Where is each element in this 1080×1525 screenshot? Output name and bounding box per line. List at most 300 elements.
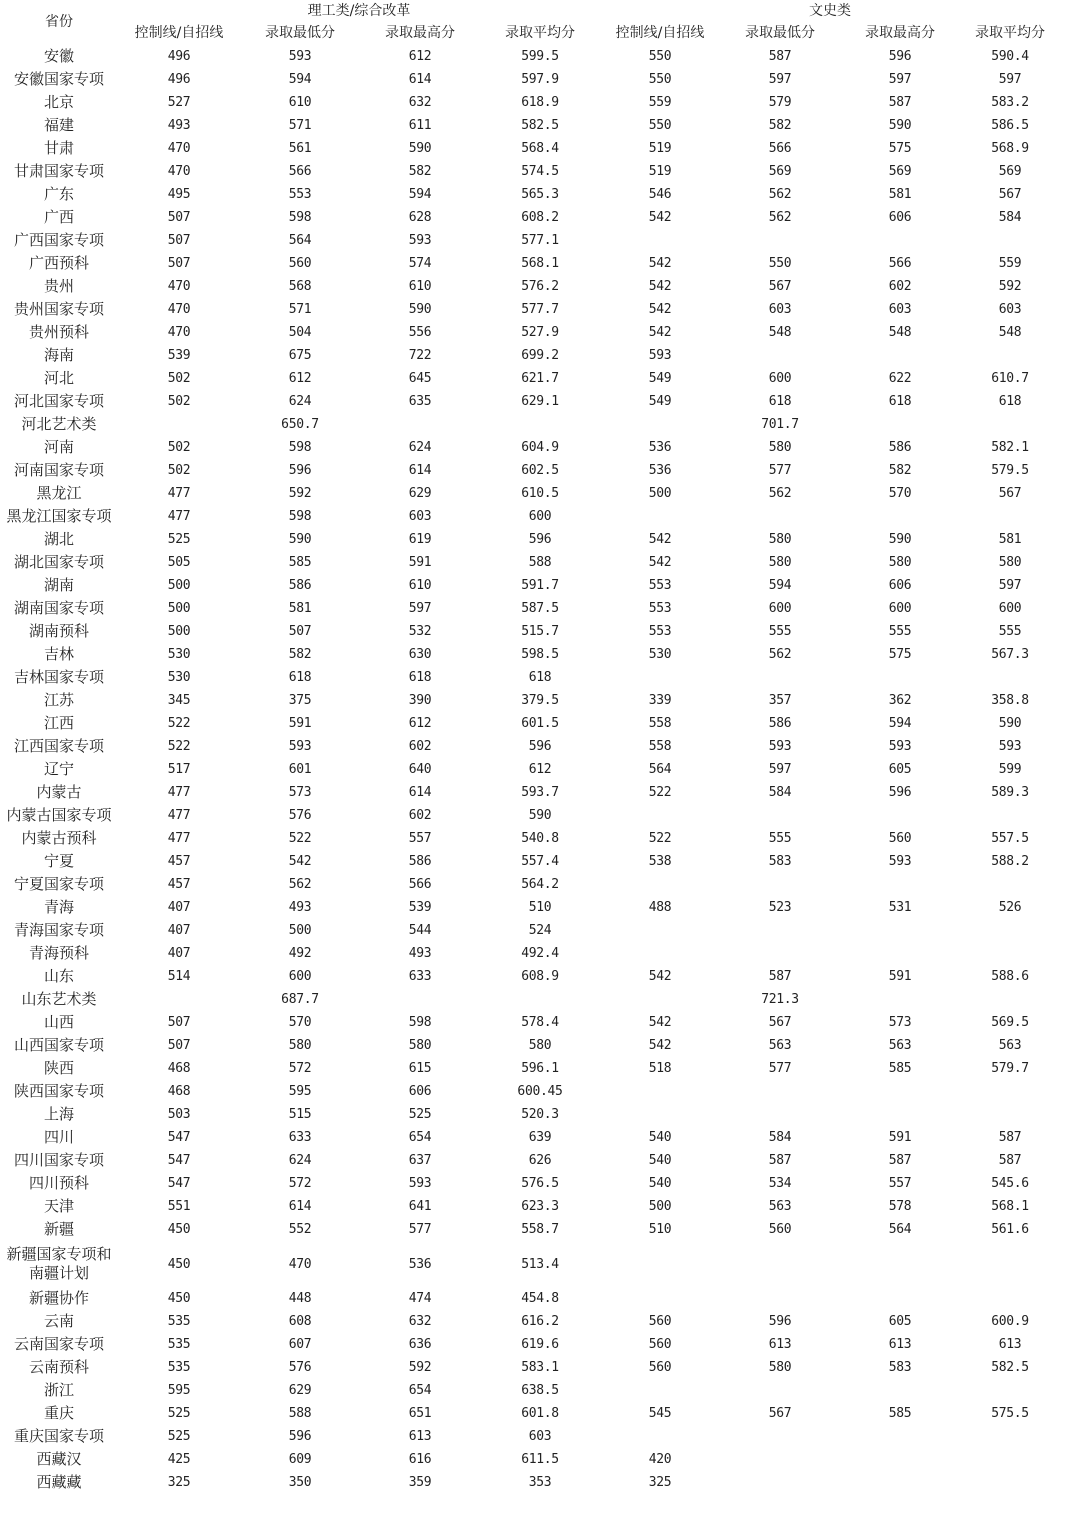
science-score-cell: 530 (167, 670, 191, 685)
arts-score-cell: 550 (648, 49, 672, 64)
arts-score-cell: 588.2 (991, 854, 1029, 869)
arts-score-cell: 588.6 (991, 969, 1029, 984)
arts-score-cell: 545 (648, 1406, 672, 1421)
science-score-cell: 565.3 (521, 187, 559, 202)
arts-score-cell (600, 1103, 720, 1126)
science-score-cell: 577.7 (521, 302, 559, 317)
science-score-cell: 568.4 (521, 141, 559, 156)
science-score-cell: 547 (167, 1153, 191, 1168)
table-row (0, 91, 1060, 114)
science-score-cell: 572 (288, 1061, 312, 1076)
table-row (0, 827, 1060, 850)
science-score-cell: 353 (528, 1475, 552, 1490)
arts-score-cell: 560 (768, 1222, 792, 1237)
arts-score-cell: 579 (768, 95, 792, 110)
table-row (0, 988, 1060, 1011)
arts-score-cell (960, 1448, 1060, 1471)
arts-score-cell: 613 (998, 1337, 1022, 1352)
group-header-arts: 文史类 (809, 3, 852, 19)
science-score-cell: 581 (288, 601, 312, 616)
province-cell: 青海国家专项 (13, 921, 104, 939)
arts-score-cell: 542 (648, 969, 672, 984)
science-score-cell: 600.45 (517, 1084, 563, 1099)
arts-score-cell: 536 (648, 463, 672, 478)
science-score-cell: 601 (288, 762, 312, 777)
science-score-cell: 612 (528, 762, 552, 777)
science-score-cell: 532 (408, 624, 432, 639)
table-row (0, 873, 1060, 896)
arts-score-cell (600, 873, 720, 896)
science-score-cell: 407 (167, 923, 191, 938)
science-score-cell: 598 (408, 1015, 432, 1030)
science-score-cell: 633 (408, 969, 432, 984)
table-row (0, 114, 1060, 137)
arts-score-cell (960, 1287, 1060, 1310)
arts-score-cell (840, 1080, 960, 1103)
province-cell: 广西国家专项 (13, 231, 104, 249)
science-score-cell: 615 (408, 1061, 432, 1076)
science-score-cell: 586 (408, 854, 432, 869)
science-score-cell: 547 (167, 1130, 191, 1145)
arts-score-cell: 582.1 (991, 440, 1029, 455)
arts-score-cell: 530 (648, 647, 672, 662)
arts-score-cell: 566 (888, 256, 912, 271)
science-score-cell: 470 (167, 141, 191, 156)
science-score-cell: 608.9 (521, 969, 559, 984)
arts-score-cell: 559 (998, 256, 1022, 271)
science-score-cell: 524 (528, 923, 552, 938)
science-score-cell: 580 (408, 1038, 432, 1053)
science-score-cell: 596.1 (521, 1061, 559, 1076)
table-row (0, 298, 1060, 321)
science-score-cell: 582 (288, 647, 312, 662)
science-score-cell: 580 (528, 1038, 552, 1053)
table-row (0, 1011, 1060, 1034)
province-cell: 新疆 (43, 1220, 74, 1238)
table-row (0, 1172, 1060, 1195)
science-score-cell: 379.5 (521, 693, 559, 708)
science-score-cell: 552 (288, 1222, 312, 1237)
science-score-cell: 474 (408, 1291, 432, 1306)
table-row (0, 68, 1060, 91)
column-header: 录取最高分 (385, 25, 455, 41)
province-cell: 山东艺术类 (21, 990, 97, 1008)
table-row (0, 965, 1060, 988)
arts-score-cell: 599 (998, 762, 1022, 777)
science-score-cell: 530 (167, 647, 191, 662)
arts-score-cell: 580 (768, 532, 792, 547)
table-row (0, 735, 1060, 758)
arts-score-cell: 542 (648, 1015, 672, 1030)
province-cell: 吉林国家专项 (13, 668, 104, 686)
arts-score-cell: 548 (768, 325, 792, 340)
arts-score-cell (720, 229, 840, 252)
table-row (0, 919, 1060, 942)
arts-score-cell: 591 (888, 1130, 912, 1145)
province-cell: 江苏 (43, 691, 74, 709)
table-row (0, 137, 1060, 160)
science-score-cell: 561 (288, 141, 312, 156)
science-score-cell: 557 (408, 831, 432, 846)
arts-score-cell: 606 (888, 210, 912, 225)
arts-score-cell: 563 (768, 1199, 792, 1214)
science-score-cell: 540.8 (521, 831, 559, 846)
science-score-cell (480, 413, 600, 436)
arts-score-cell (720, 505, 840, 528)
science-score-cell: 557.4 (521, 854, 559, 869)
science-score-cell: 457 (167, 854, 191, 869)
arts-score-cell: 579.7 (991, 1061, 1029, 1076)
arts-score-cell (840, 1241, 960, 1287)
arts-score-cell (600, 505, 720, 528)
science-score-cell: 515.7 (521, 624, 559, 639)
arts-score-cell: 596 (888, 49, 912, 64)
science-score-cell: 556 (408, 325, 432, 340)
table-row (0, 45, 1060, 68)
arts-score-cell: 580 (998, 555, 1022, 570)
science-score-cell: 610 (288, 95, 312, 110)
science-score-cell: 576 (288, 808, 312, 823)
arts-score-cell (840, 942, 960, 965)
arts-score-cell: 618 (998, 394, 1022, 409)
arts-score-cell (720, 1080, 840, 1103)
arts-score-cell: 569.5 (991, 1015, 1029, 1030)
province-cell: 内蒙古国家专项 (6, 806, 112, 824)
province-cell: 河北艺术类 (21, 415, 97, 433)
province-cell: 四川国家专项 (13, 1151, 104, 1169)
science-score-cell: 477 (167, 808, 191, 823)
arts-score-cell: 593 (998, 739, 1022, 754)
science-score-cell: 601.5 (521, 716, 559, 731)
science-score-cell: 448 (288, 1291, 312, 1306)
science-score-cell: 407 (167, 946, 191, 961)
arts-score-cell: 567 (998, 187, 1022, 202)
arts-score-cell (720, 1379, 840, 1402)
arts-score-cell (960, 1471, 1060, 1494)
arts-score-cell: 488 (648, 900, 672, 915)
province-cell: 北京 (43, 93, 74, 111)
arts-score-cell (840, 505, 960, 528)
province-cell: 湖北 (43, 530, 74, 548)
table-row (0, 1402, 1060, 1425)
science-score-cell: 507 (167, 210, 191, 225)
arts-score-cell: 587 (768, 49, 792, 64)
science-score-cell: 596 (528, 532, 552, 547)
science-score-cell: 599.5 (521, 49, 559, 64)
science-score-cell: 574 (408, 256, 432, 271)
province-cell: 湖北国家专项 (13, 553, 104, 571)
science-score-cell: 651 (408, 1406, 432, 1421)
arts-score-cell: 538 (648, 854, 672, 869)
arts-score-cell: 555 (998, 624, 1022, 639)
science-score-cell: 522 (167, 739, 191, 754)
science-score-cell: 640 (408, 762, 432, 777)
science-score-cell: 500 (167, 601, 191, 616)
arts-score-cell (840, 1379, 960, 1402)
science-score-cell: 375 (288, 693, 312, 708)
table-row (0, 1471, 1060, 1494)
arts-score-cell: 580 (768, 1360, 792, 1375)
arts-score-cell: 549 (648, 371, 672, 386)
science-score-cell: 572 (288, 1176, 312, 1191)
arts-score-cell: 563 (888, 1038, 912, 1053)
arts-score-cell: 542 (648, 325, 672, 340)
arts-score-cell: 579.5 (991, 463, 1029, 478)
arts-score-cell: 600 (998, 601, 1022, 616)
science-score-cell: 576 (288, 1360, 312, 1375)
arts-score-cell: 618 (888, 394, 912, 409)
province-cell: 四川 (43, 1128, 74, 1146)
table-row (0, 229, 1060, 252)
table-row (0, 436, 1060, 459)
arts-score-cell: 581 (888, 187, 912, 202)
arts-score-cell (720, 873, 840, 896)
province-cell: 宁夏 (43, 852, 74, 870)
table-row (0, 643, 1060, 666)
arts-score-cell: 587 (998, 1153, 1022, 1168)
column-header: 录取最高分 (865, 25, 936, 41)
arts-score-cell: 594 (888, 716, 912, 731)
science-score-cell: 611 (408, 118, 432, 133)
table-row (0, 1310, 1060, 1333)
science-score-cell: 568.1 (521, 256, 559, 271)
science-score-cell: 588 (528, 555, 552, 570)
table-row (0, 1287, 1060, 1310)
science-score-cell: 522 (288, 831, 312, 846)
arts-score-cell: 590.4 (991, 49, 1029, 64)
arts-score-cell: 597 (998, 72, 1022, 87)
science-score-cell (480, 988, 600, 1011)
arts-score-cell: 568.9 (991, 141, 1029, 156)
arts-score-cell (840, 1287, 960, 1310)
arts-score-cell: 605 (888, 762, 912, 777)
science-score-cell: 603 (528, 1429, 552, 1444)
arts-score-cell (960, 942, 1060, 965)
arts-score-cell: 606 (888, 578, 912, 593)
science-score-cell: 576.5 (521, 1176, 559, 1191)
science-score-cell: 614 (408, 463, 432, 478)
arts-score-cell: 526 (998, 900, 1022, 915)
arts-score-cell (720, 666, 840, 689)
arts-score-cell: 567 (768, 1406, 792, 1421)
arts-score-cell (600, 1379, 720, 1402)
science-score-cell: 527.9 (521, 325, 559, 340)
arts-score-cell: 518 (648, 1061, 672, 1076)
arts-score-cell: 582 (888, 463, 912, 478)
arts-score-cell (600, 942, 720, 965)
province-cell: 四川预科 (28, 1174, 89, 1192)
science-score-cell: 635 (408, 394, 432, 409)
arts-score-cell: 602 (888, 279, 912, 294)
province-cell: 新疆协作 (28, 1289, 89, 1307)
arts-score-cell: 555 (768, 831, 792, 846)
science-score-cell: 614 (408, 72, 432, 87)
arts-score-cell (720, 1425, 840, 1448)
arts-score-cell: 622 (888, 371, 912, 386)
science-score-cell: 513.4 (521, 1256, 559, 1272)
arts-score-cell: 558 (648, 739, 672, 754)
table-row (0, 1057, 1060, 1080)
science-score-cell: 595 (288, 1084, 312, 1099)
science-score-cell: 470 (167, 325, 191, 340)
science-score-cell: 477 (167, 785, 191, 800)
science-score-cell: 632 (408, 95, 432, 110)
table-row (0, 1195, 1060, 1218)
arts-score-cell: 542 (648, 210, 672, 225)
province-cell: 湖南国家专项 (13, 599, 104, 617)
arts-score-cell (600, 988, 720, 1011)
arts-score-cell: 558 (648, 716, 672, 731)
arts-score-cell (720, 344, 840, 367)
arts-score-cell: 562 (768, 647, 792, 662)
arts-score-cell: 550 (648, 72, 672, 87)
science-score-cell: 547 (167, 1176, 191, 1191)
science-score-cell: 457 (167, 877, 191, 892)
science-score-cell: 623.3 (521, 1199, 559, 1214)
arts-score-cell: 575.5 (991, 1406, 1029, 1421)
arts-score-cell: 555 (888, 624, 912, 639)
science-score-cell: 607 (288, 1337, 312, 1352)
science-score-cell: 608.2 (521, 210, 559, 225)
science-score-cell: 527 (167, 95, 191, 110)
science-score-cell: 624 (408, 440, 432, 455)
science-score-cell: 359 (408, 1475, 432, 1490)
science-score-cell (118, 988, 240, 1011)
science-score-cell: 577 (408, 1222, 432, 1237)
table-row (0, 712, 1060, 735)
science-score-cell: 535 (167, 1314, 191, 1329)
science-score-cell: 470 (167, 302, 191, 317)
arts-score-cell: 562 (768, 486, 792, 501)
arts-score-cell (960, 1103, 1060, 1126)
province-cell: 福建 (43, 116, 74, 134)
arts-score-cell: 582.5 (991, 1360, 1029, 1375)
arts-score-cell: 600.9 (991, 1314, 1029, 1329)
arts-score-cell (840, 1103, 960, 1126)
province-cell: 新疆国家专项和南疆计划 (6, 1245, 112, 1282)
science-score-cell: 596 (528, 739, 552, 754)
arts-score-cell: 563 (998, 1038, 1022, 1053)
province-cell: 重庆国家专项 (13, 1427, 104, 1445)
science-score-cell: 583.1 (521, 1360, 559, 1375)
science-score-cell: 616.2 (521, 1314, 559, 1329)
science-score-cell: 582.5 (521, 118, 559, 133)
science-score-cell: 535 (167, 1337, 191, 1352)
table-row (0, 1080, 1060, 1103)
science-score-cell: 591.7 (521, 578, 559, 593)
science-score-cell: 612 (408, 49, 432, 64)
arts-score-cell: 603 (768, 302, 792, 317)
science-score-cell: 611.5 (521, 1452, 559, 1467)
science-score-cell: 632 (408, 1314, 432, 1329)
province-cell: 河南 (43, 438, 74, 456)
science-score-cell: 619.6 (521, 1337, 559, 1352)
science-score-cell: 586 (288, 578, 312, 593)
arts-score-cell: 583 (888, 1360, 912, 1375)
science-score-cell: 450 (167, 1256, 191, 1272)
table-row (0, 804, 1060, 827)
arts-score-cell (960, 666, 1060, 689)
science-score-cell: 602 (408, 808, 432, 823)
province-cell: 江西国家专项 (13, 737, 104, 755)
province-cell: 西藏藏 (36, 1473, 82, 1491)
science-score-cell: 613 (408, 1429, 432, 1444)
arts-score-cell: 600 (888, 601, 912, 616)
arts-score-cell: 582 (768, 118, 792, 133)
science-score-cell: 608 (288, 1314, 312, 1329)
science-score-cell: 633 (288, 1130, 312, 1145)
arts-score-cell (720, 919, 840, 942)
arts-score-cell: 567 (998, 486, 1022, 501)
table-row (0, 689, 1060, 712)
arts-score-cell: 540 (648, 1153, 672, 1168)
province-cell: 辽宁 (43, 760, 74, 778)
province-cell: 上海 (43, 1105, 74, 1123)
arts-score-cell: 580 (888, 555, 912, 570)
arts-score-cell: 559 (648, 95, 672, 110)
science-score-cell: 593.7 (521, 785, 559, 800)
science-score-cell: 594 (408, 187, 432, 202)
science-score-cell: 515 (288, 1107, 312, 1122)
arts-score-cell: 593 (888, 854, 912, 869)
table-row (0, 1333, 1060, 1356)
science-score-cell: 500 (167, 624, 191, 639)
science-score-cell: 507 (167, 1038, 191, 1053)
science-score-cell: 407 (167, 900, 191, 915)
science-score-cell: 624 (288, 1153, 312, 1168)
arts-score-cell: 550 (648, 118, 672, 133)
science-score-cell: 597.9 (521, 72, 559, 87)
arts-score-cell (840, 1448, 960, 1471)
science-score-cell: 602 (408, 739, 432, 754)
science-score-cell: 591 (408, 555, 432, 570)
science-score-cell: 525 (167, 1406, 191, 1421)
arts-score-cell (840, 229, 960, 252)
science-score-cell: 425 (167, 1452, 191, 1467)
science-score-cell: 525 (167, 532, 191, 547)
arts-score-cell: 586.5 (991, 118, 1029, 133)
arts-score-cell (960, 919, 1060, 942)
science-score-cell: 596 (288, 463, 312, 478)
arts-score-cell: 590 (888, 118, 912, 133)
science-score-cell: 610 (408, 578, 432, 593)
province-cell: 云南 (43, 1312, 74, 1330)
province-cell: 安徽国家专项 (13, 70, 104, 88)
science-score-cell: 593 (408, 233, 432, 248)
province-cell: 广西预科 (28, 254, 89, 272)
arts-score-cell (720, 1287, 840, 1310)
arts-score-cell: 589.3 (991, 785, 1029, 800)
table-row (0, 183, 1060, 206)
arts-score-cell: 593 (888, 739, 912, 754)
arts-score-cell: 564 (648, 762, 672, 777)
science-score-cell: 628 (408, 210, 432, 225)
province-cell: 黑龙江国家专项 (6, 507, 112, 525)
science-score-cell: 470 (288, 1256, 312, 1272)
arts-score-cell (720, 1448, 840, 1471)
arts-score-cell: 584 (768, 1130, 792, 1145)
arts-score-cell: 542 (648, 555, 672, 570)
science-score-cell: 325 (167, 1475, 191, 1490)
science-score-cell: 493 (408, 946, 432, 961)
arts-score-cell: 510 (648, 1222, 672, 1237)
science-score-cell: 568 (288, 279, 312, 294)
arts-score-cell (720, 942, 840, 965)
table-row (0, 1241, 1060, 1287)
arts-score-cell (960, 1080, 1060, 1103)
science-score-cell: 610.5 (521, 486, 559, 501)
arts-score-cell: 553 (648, 601, 672, 616)
